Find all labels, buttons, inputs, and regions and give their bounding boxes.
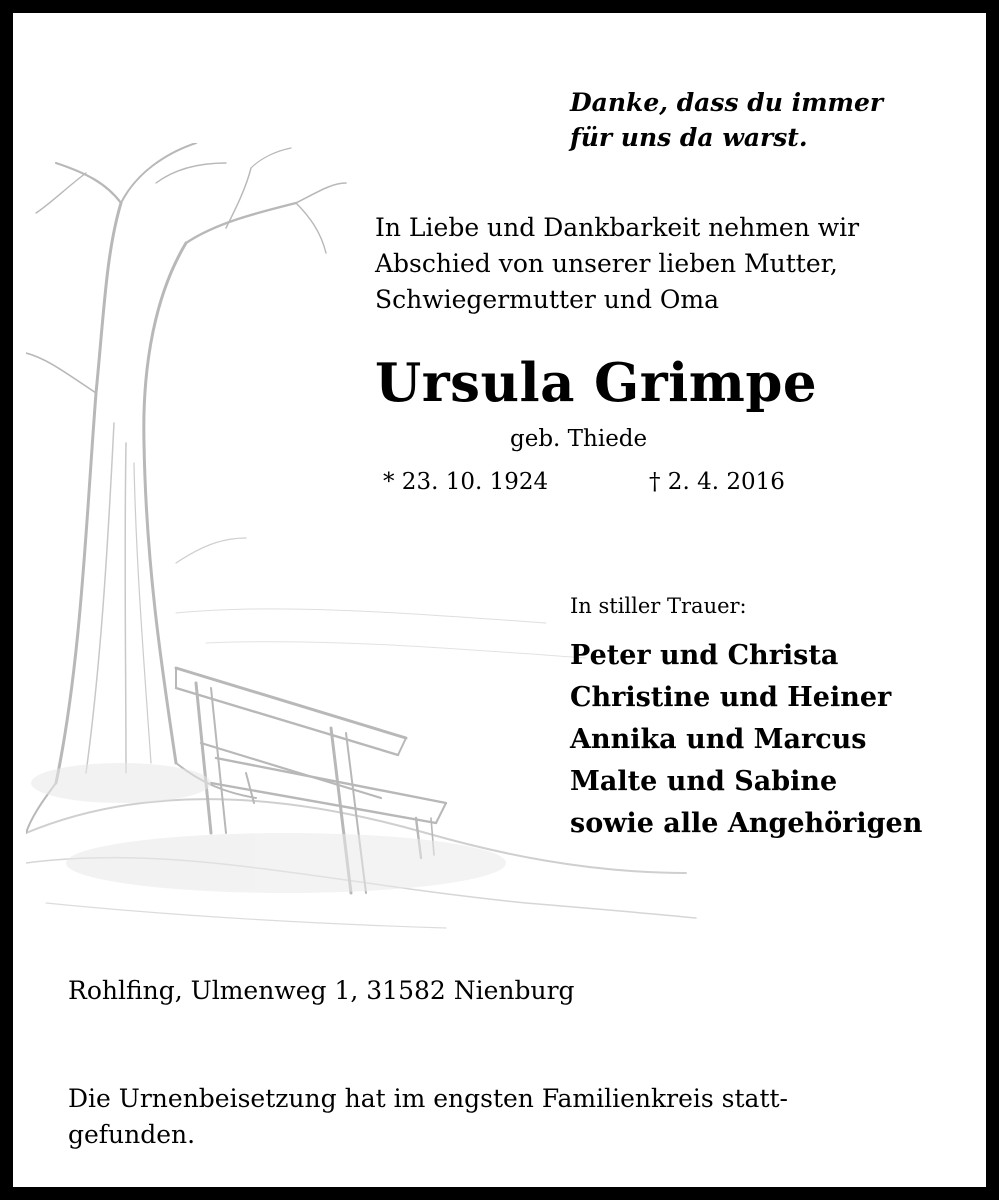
deceased-name: Ursula Grimpe	[375, 352, 818, 414]
farewell-line: Abschied von unserer lieben Mutter,	[375, 249, 838, 278]
burial-notice	[68, 1081, 788, 1153]
notice-line: gefunden.	[68, 1120, 196, 1149]
farewell-line: Schwiegermutter und Oma	[375, 285, 720, 314]
mourner-name: Christine und Heiner	[570, 682, 892, 713]
mourners-list	[570, 635, 922, 845]
mourner-name: Malte und Sabine	[570, 766, 838, 797]
quote-line: Danke, dass du immer	[570, 88, 884, 117]
birth-date: * 23. 10. 1924	[383, 469, 549, 495]
dedication-quote	[570, 85, 883, 155]
mourner-name: Annika und Marcus	[570, 724, 867, 755]
notice-line: Die Urnenbeisetzung hat im engsten Familienkreis statt-	[68, 1084, 788, 1113]
mourner-name: Peter und Christa	[570, 640, 839, 671]
death-date: † 2. 4. 2016	[649, 469, 785, 495]
maiden-name: geb. Thiede	[510, 426, 648, 452]
family-address: Rohlfing, Ulmenweg 1, 31582 Nienburg	[68, 976, 575, 1005]
quote-line: für uns da warst.	[570, 123, 808, 152]
farewell-line: In Liebe und Dankbarkeit nehmen wir	[375, 213, 860, 242]
mourning-heading: In stiller Trauer:	[570, 594, 747, 618]
mourner-name: sowie alle Angehörigen	[570, 808, 923, 839]
farewell-text	[375, 210, 859, 318]
